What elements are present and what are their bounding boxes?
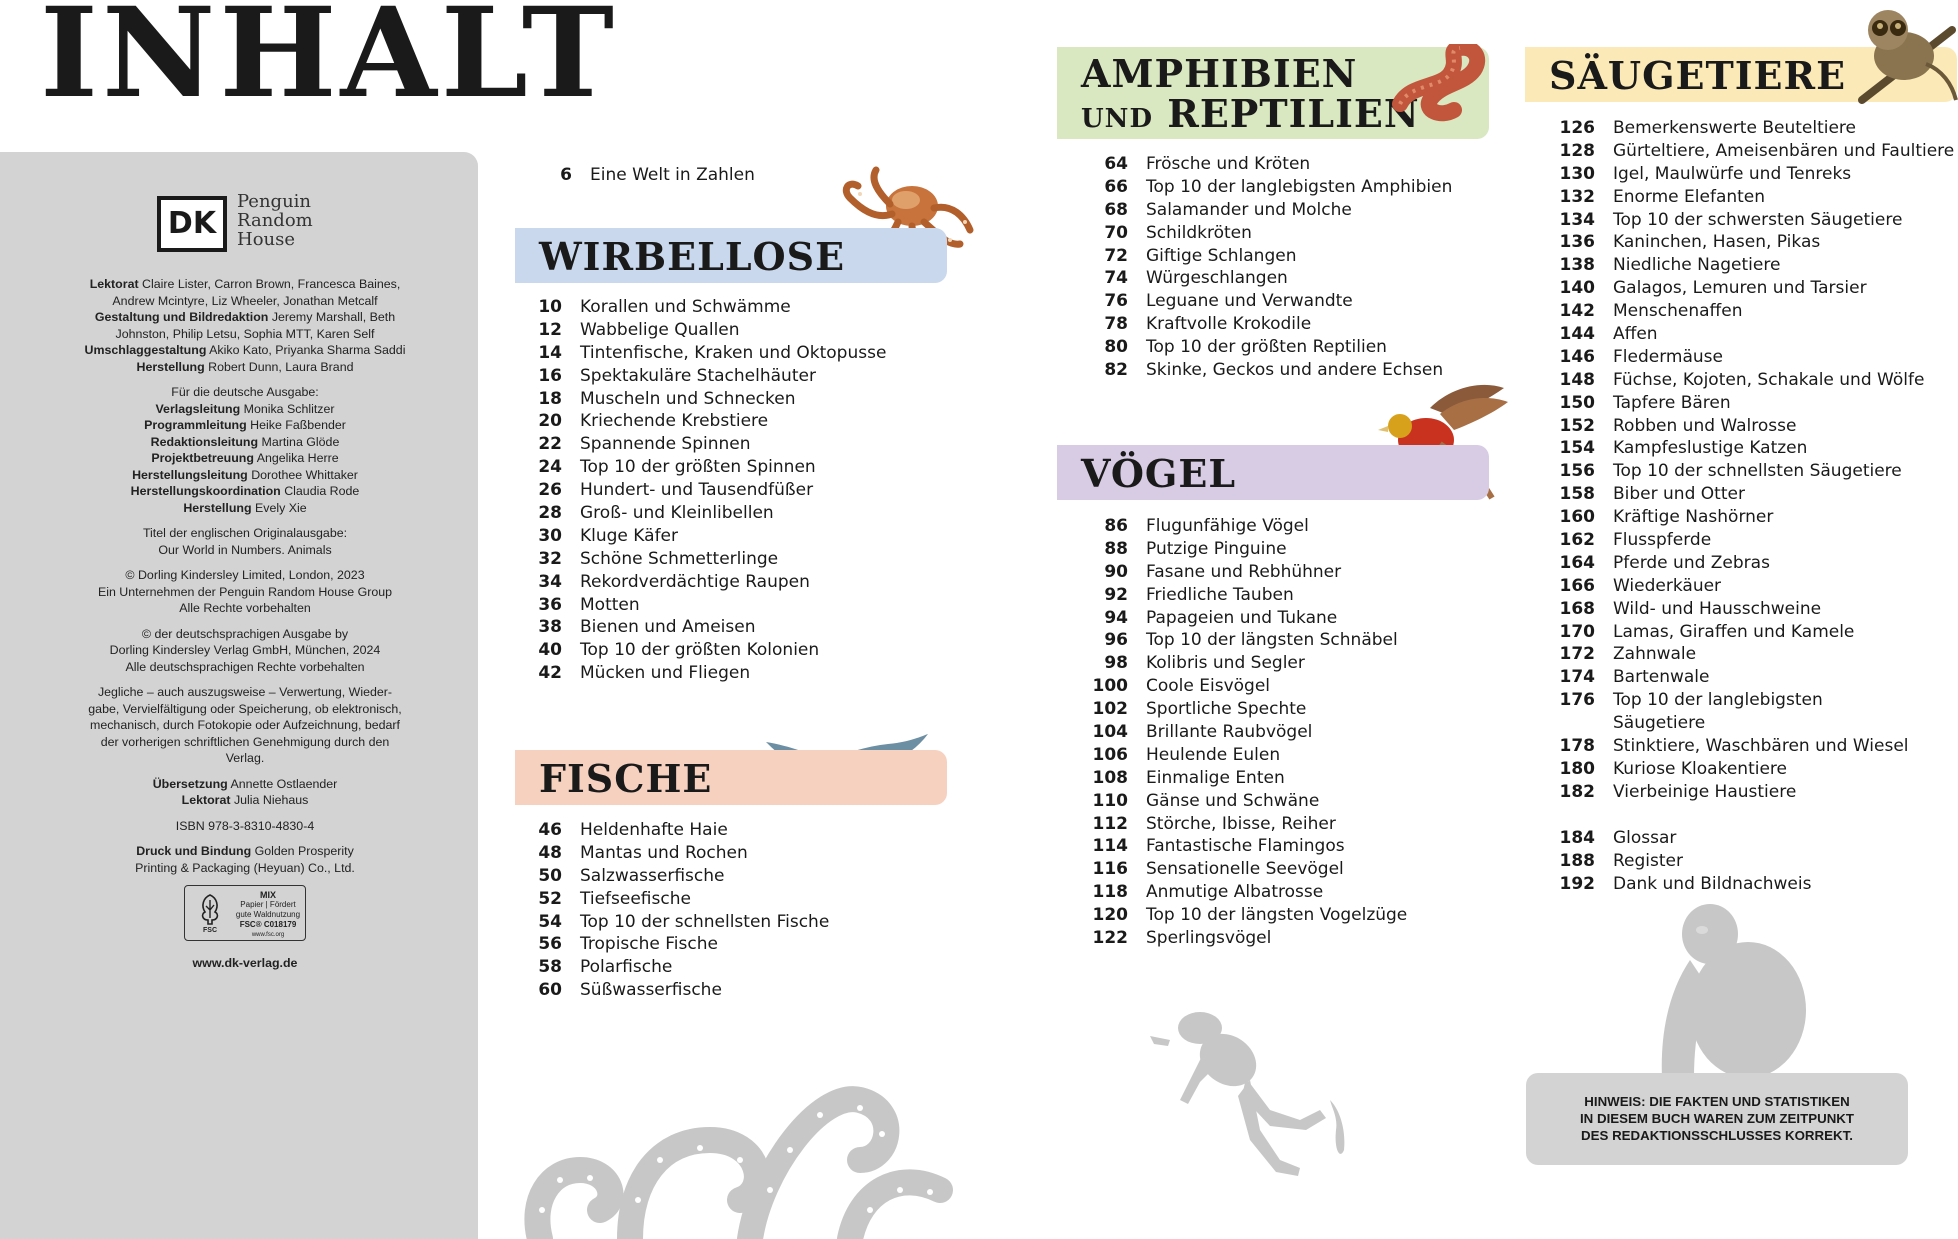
dk-logo: DK [157, 196, 227, 252]
toc-entry-title: Lamas, Giraffen und Kamele [1613, 621, 1855, 642]
toc-page-number: 70 [1104, 222, 1128, 243]
toc-entry-title: Top 10 der langlebigsten Amphibien [1146, 176, 1453, 197]
english-team-credits [80, 276, 410, 375]
toc-page-number: 144 [1559, 324, 1595, 345]
toc-entry-title: Kaninchen, Hasen, Pikas [1613, 232, 1821, 253]
toc-page-number: 28 [538, 503, 562, 524]
copyright-de: © der deutschsprachigen Ausgabe by Dorling Kindersley Verlag GmbH, München, 2024 Alle deutschsprachigen Rechte vorbehalten [109, 626, 381, 674]
toc-entry-title: Sperlingsvögel [1146, 928, 1272, 949]
toc-entry-title: Enorme Elefanten [1613, 186, 1766, 207]
toc-entry-title: Vierbeinige Haustiere [1613, 781, 1797, 802]
toc-page-number: 154 [1559, 438, 1595, 459]
toc-entry-title: Kräftige Nashörner [1613, 507, 1774, 528]
toc-page-number: 140 [1559, 278, 1595, 299]
toc-page-number: 164 [1559, 552, 1595, 573]
toc-page-number: 148 [1559, 369, 1595, 390]
toc-page-number: 90 [1104, 561, 1128, 582]
toc-entry-title: Top 10 der schnellsten Fische [580, 911, 830, 932]
toc-page-number: 126 [1559, 118, 1595, 138]
toc-page-number: 72 [1104, 245, 1128, 266]
toc-page-number: 20 [538, 411, 562, 432]
toc-entry-title: Anmutige Albatrosse [1146, 882, 1324, 903]
snake-photo [1390, 44, 1490, 124]
toc-entry-title: Register [1613, 850, 1683, 871]
toc-entry-title: Dank und Bildnachweis [1613, 873, 1812, 894]
toc-page-number: 146 [1559, 346, 1595, 367]
toc-entry-title: Fledermäuse [1613, 346, 1723, 367]
toc-page-number: 32 [538, 548, 562, 569]
toc-page-number: 30 [538, 525, 562, 546]
toc-page-number: 136 [1559, 232, 1595, 253]
toc-entry-title: Schöne Schmetterlinge [580, 548, 779, 569]
toc-page-number: 192 [1559, 873, 1595, 894]
toc-entry-title: Top 10 der langlebigsten Säugetiere [1613, 690, 1823, 734]
toc-page-number: 46 [538, 820, 562, 840]
toc-page-number: 168 [1559, 598, 1595, 619]
toc-page-number: 138 [1559, 255, 1595, 276]
toc-page-number: 52 [538, 888, 562, 909]
toc-entry-title: Top 10 der schnellsten Säugetiere [1613, 461, 1902, 482]
toc-entry-title: Polarfische [580, 957, 673, 978]
toc-entry-title: Biber und Otter [1613, 484, 1745, 505]
fsc-tree-icon [193, 892, 227, 934]
toc-page-number: 172 [1559, 644, 1595, 665]
toc-page-number: 22 [538, 434, 562, 455]
toc-page-number: 160 [1559, 507, 1595, 528]
original-title: Titel der englischen Originalausgabe: Our World in Numbers. Animals [142, 526, 348, 557]
toc-page-number: 106 [1092, 744, 1128, 765]
toc-entry-title: Kampfeslustige Katzen [1613, 438, 1808, 459]
fsc-text: MIX Papier | Fördert gute Waldnutzung FSC® C018179 www.fsc.org [235, 890, 301, 938]
credit-line: Herstellungsleitung Dorothee Whittaker [132, 467, 358, 482]
toc-entry-title: Kluge Käfer [580, 525, 678, 546]
toc-entry-title: Wabbelige Quallen [580, 319, 740, 340]
toc-entry-title: Störche, Ibisse, Reiher [1146, 813, 1336, 834]
toc-page-number: 120 [1092, 905, 1128, 926]
section-banner-wirbellose [515, 228, 947, 283]
section-banner-fische [515, 750, 947, 805]
toc-page-number: 58 [538, 957, 562, 978]
toc-page-number: 82 [1104, 360, 1128, 381]
printing-credits: Druck und Bindung Golden Prosperity Printing & Packaging (Heyuan) Co., Ltd. [135, 844, 355, 875]
toc-page-number: 108 [1092, 767, 1128, 788]
toc-page-number: 150 [1559, 392, 1595, 413]
toc-page-number: 26 [538, 480, 562, 501]
toc-page-number: 14 [538, 342, 562, 363]
toc-entry-title: Gürteltiere, Ameisenbären und Faultiere [1613, 140, 1955, 161]
section-title: SÄUGETIERE [1549, 53, 1847, 98]
toc-page-number: 38 [538, 617, 562, 638]
toc-entry-title: Menschenaffen [1613, 301, 1743, 322]
toc-page-number: 94 [1104, 607, 1128, 628]
toc-entry-title: Top 10 der größten Kolonien [580, 640, 820, 661]
toc-entry-title: Heldenhafte Haie [580, 820, 728, 840]
toc-entry-title: Spektakuläre Stachelhäuter [580, 365, 816, 386]
toc-page-number: 78 [1104, 314, 1128, 335]
toc-entry-title: Tropische Fische [580, 934, 718, 955]
toc-page-number: 152 [1559, 415, 1595, 436]
toc-page-number: 100 [1092, 676, 1128, 697]
toc-entry-title: Tiefseefische [580, 888, 691, 909]
toc-entry-title: Würgeschlangen [1146, 268, 1288, 289]
toc-page-number: 98 [1104, 653, 1128, 674]
toc-entry-title: Kolibris und Segler [1146, 653, 1305, 674]
toc-page-number: 66 [1104, 176, 1128, 197]
toc-entry-title: Tintenfische, Kraken und Oktopusse [580, 342, 887, 363]
toc-page-number: 68 [1104, 199, 1128, 220]
section-title-line-2: UND REPTILIEN [1081, 91, 1420, 136]
credits-panel [0, 152, 478, 1239]
tarsier-photo [1842, 0, 1958, 105]
section-banner-voegel [1057, 445, 1489, 500]
toc-entry-title: Motten [580, 594, 640, 615]
toc-page-number: 34 [538, 571, 562, 592]
toc-page-number: 10 [538, 297, 562, 317]
toc-page-number: 166 [1559, 575, 1595, 596]
frog-silhouette [1150, 1000, 1380, 1180]
toc-entry-title: Tapfere Bären [1613, 392, 1731, 413]
toc-page-number: 188 [1559, 850, 1595, 871]
toc-page-number: 184 [1559, 828, 1595, 848]
toc-entry-title: Kuriose Kloakentiere [1613, 758, 1787, 779]
toc-page-number: 174 [1559, 667, 1595, 688]
toc-entry-title: Skinke, Geckos und andere Echsen [1146, 360, 1444, 381]
toc-entry-title: Bartenwale [1613, 667, 1710, 688]
toc-page-number: 54 [538, 911, 562, 932]
section-title: VÖGEL [1081, 451, 1237, 496]
toc-entry-title: Kriechende Krebstiere [580, 411, 769, 432]
translation-credits: Übersetzung Annette Ostlaender Lektorat Julia Niehaus [152, 776, 338, 807]
toc-page-number: 42 [538, 663, 562, 684]
toc-page-number: 162 [1559, 530, 1595, 551]
toc-entry-title: Groß- und Kleinlibellen [580, 503, 774, 524]
credit-line: Redaktionsleitung Martina Glöde [150, 434, 340, 449]
toc-entry-title: Süßwasserfische [580, 980, 722, 1001]
german-team-credits: Für die deutsche Ausgabe: Verlagsleitung Monika Schlitzer Programmleitung Heike Faßbender Redaktionsleitung Martina Glöde Projektbetreuung Angelika Herre Herstellungsleitung Dorothee Whittaker Herstellungskoordination Claudia Rode Herstellung Evely Xie [80, 384, 410, 516]
toc-page-number: 158 [1559, 484, 1595, 505]
toc-entry-title: Frösche und Kröten [1146, 154, 1311, 174]
toc-page-number: 64 [1104, 154, 1128, 174]
credit-line: Herstellungskoordination Claudia Rode [130, 484, 360, 498]
credit-line: Herstellung Evely Xie [183, 500, 307, 515]
toc-entry-title: Salamander und Molche [1146, 199, 1352, 220]
toc-entry-title: Fasane und Rebhühner [1146, 561, 1342, 582]
section-title: WIRBELLOSE [539, 234, 846, 279]
toc-entry-title: Putzige Pinguine [1146, 538, 1287, 559]
toc-page-number: 18 [538, 388, 562, 409]
toc-entry-title: Heulende Eulen [1146, 744, 1281, 765]
toc-entry-title: Robben und Walrosse [1613, 415, 1797, 436]
toc-entry-title: Brillante Raubvögel [1146, 722, 1313, 743]
toc-entry-title: Muscheln und Schnecken [580, 388, 796, 409]
credit-line: Lektorat Claire Lister, Carron Brown, Francesca Baines, [89, 277, 401, 291]
toc-page-number: 114 [1092, 836, 1128, 857]
toc-page-number: 80 [1104, 337, 1128, 358]
toc-page-number: 86 [1104, 516, 1128, 536]
toc-page-number: 112 [1092, 813, 1128, 834]
toc-entry-title: Leguane und Verwandte [1146, 291, 1353, 312]
toc-entry-title: Einmalige Enten [1146, 767, 1285, 788]
toc-page-number: 36 [538, 594, 562, 615]
toc-page-number: 48 [538, 842, 562, 863]
toc-page-number: 134 [1559, 209, 1595, 230]
toc-page-number: 180 [1559, 758, 1595, 779]
toc-page-number: 170 [1559, 621, 1595, 642]
toc-entry-title: Niedliche Nagetiere [1613, 255, 1781, 276]
credits-text [80, 276, 410, 972]
toc-entry-title: Flugunfähige Vögel [1146, 516, 1309, 536]
toc-entry-title: Top 10 der größten Spinnen [580, 457, 816, 478]
toc-page-number: 40 [538, 640, 562, 661]
penguin-random-house-logo: Penguin Random House [237, 191, 313, 250]
toc-page-number: 16 [538, 365, 562, 386]
toc-page-number: 74 [1104, 268, 1128, 289]
credit-line: Projektbetreuung Angelika Herre [151, 451, 339, 465]
toc-entry-title: Top 10 der längsten Schnäbel [1146, 630, 1398, 651]
toc-entry-title: Stinktiere, Waschbären und Wiesel [1613, 736, 1909, 757]
toc-entry-title: Friedliche Tauben [1146, 584, 1294, 605]
section-title: FISCHE [539, 756, 713, 801]
toc-page-number: 182 [1559, 781, 1595, 802]
page-title: INHALT [40, 0, 619, 126]
toc-page-number: 142 [1559, 301, 1595, 322]
credit-line: Verlagsleitung Monika Schlitzer [155, 401, 335, 416]
toc-entry-title: Top 10 der längsten Vogelzüge [1146, 905, 1408, 926]
toc-entry-title: Zahnwale [1613, 644, 1697, 665]
toc-entry-title: Top 10 der größten Reptilien [1146, 337, 1387, 358]
toc-entry-title: Füchse, Kojoten, Schakale und Wölfe [1613, 369, 1925, 390]
toc-page-number: 96 [1104, 630, 1128, 651]
toc-entry-title: Bienen und Ameisen [580, 617, 756, 638]
toc-entry-title: Flusspferde [1613, 530, 1712, 551]
toc-entry-title: Wiederkäuer [1613, 575, 1722, 596]
toc-page-number: 60 [538, 980, 562, 1001]
toc-page-number: 102 [1092, 699, 1128, 720]
toc-entry-title: Schildkröten [1146, 222, 1252, 243]
toc-entry-title: Rekordverdächtige Raupen [580, 571, 810, 592]
toc-entry-title: Mantas und Rochen [580, 842, 748, 863]
toc-page-number: 156 [1559, 461, 1595, 482]
toc-entry-title: Korallen und Schwämme [580, 297, 791, 317]
toc-page-number: 116 [1092, 859, 1128, 880]
toc-entry-title: Spannende Spinnen [580, 434, 751, 455]
ape-silhouette [1640, 900, 1810, 1078]
toc-entry-title: Bemerkenswerte Beuteltiere [1613, 118, 1857, 138]
toc-page-number: 130 [1559, 163, 1595, 184]
rights-notice: Jegliche – auch auszugsweise – Verwertung, Wieder- gabe, Vervielfältigung oder Speicherung, ob elektronisch, mechanisch, durch Fotokopie oder Aufzeichnung, bedarf der vorherigen schriftlichen Genehmigung durch den Verlag. [88, 685, 402, 765]
publisher-logo [157, 191, 337, 252]
svg-text:FSC: FSC [203, 927, 217, 934]
toc-entry-title: Fantastische Flamingos [1146, 836, 1345, 857]
toc-page-number: 12 [538, 319, 562, 340]
toc-page-number: 110 [1092, 790, 1128, 811]
toc-page-number: 128 [1559, 140, 1595, 161]
toc-entry-title: Hundert- und Tausendfüßer [580, 480, 814, 501]
credit-line: Umschlaggestaltung Akiko Kato, Priyanka Sharma Saddi [84, 343, 406, 357]
toc-page-number: 122 [1092, 928, 1128, 949]
toc-entry-title: Affen [1613, 324, 1658, 345]
toc-page-number: 76 [1104, 291, 1128, 312]
toc-entry-title: Coole Eisvögel [1146, 676, 1271, 697]
credit-line: Herstellung Robert Dunn, Laura Brand [136, 359, 354, 374]
toc-page-number: 92 [1104, 584, 1128, 605]
website-link[interactable]: www.dk-verlag.de [192, 956, 298, 970]
octopus-tentacles-silhouette [520, 1060, 960, 1239]
toc-entry-title: Glossar [1613, 828, 1677, 848]
toc-page-number: 24 [538, 457, 562, 478]
credit-line: Programmleitung Heike Faßbender [144, 418, 346, 432]
toc-entry-title: Pferde und Zebras [1613, 552, 1770, 573]
toc-entry-title: Igel, Maulwürfe und Tenreks [1613, 163, 1852, 184]
toc-page-number: 178 [1559, 736, 1595, 757]
toc-entry-title: Mücken und Fliegen [580, 663, 751, 684]
toc-entry-title: Sensationelle Seevögel [1146, 859, 1344, 880]
credit-line: Johnston, Philip Letsu, Sophia MTT, Karen Self [115, 326, 375, 341]
toc-entry-title: Sportliche Spechte [1146, 699, 1307, 720]
toc-page-number: 88 [1104, 538, 1128, 559]
copyright-uk: © Dorling Kindersley Limited, London, 2023 Ein Unternehmen der Penguin Random House Group Alle Rechte vorbehalten [97, 568, 393, 615]
toc-page-number: 104 [1092, 722, 1128, 743]
credit-line: Andrew Mcintyre, Liz Wheeler, Jonathan Metcalf [112, 293, 378, 308]
toc-page-number: 118 [1092, 882, 1128, 903]
toc-entry-title: Salzwasserfische [580, 865, 725, 886]
toc-page-number: 132 [1559, 186, 1595, 207]
toc-entry-title: Top 10 der schwersten Säugetiere [1613, 209, 1903, 230]
toc-entry-title: Giftige Schlangen [1146, 245, 1297, 266]
toc-page-number: 50 [538, 865, 562, 886]
toc-entry-title: Kraftvolle Krokodile [1146, 314, 1312, 335]
disclaimer-note: HINWEIS: DIE FAKTEN UND STATISTIKEN IN DIESEM BUCH WAREN ZUM ZEITPUNKT DES REDAKTIONSSCHLUSSES KORREKT. [1526, 1073, 1908, 1165]
fsc-badge [184, 885, 306, 941]
toc-entry-title: Papageien und Tukane [1146, 607, 1338, 628]
toc-entry-title: Wild- und Hausschweine [1613, 598, 1822, 619]
toc-entry-title: Gänse und Schwäne [1146, 790, 1320, 811]
toc-page-number: 56 [538, 934, 562, 955]
toc-entry-title: Galagos, Lemuren und Tarsier [1613, 278, 1867, 299]
toc-page-number: 176 [1559, 690, 1595, 711]
isbn: ISBN 978-3-8310-4830-4 [175, 818, 315, 833]
section-title-line-1: AMPHIBIEN [1081, 51, 1358, 96]
credit-line: Gestaltung und Bildredaktion Jeremy Marshall, Beth [94, 310, 396, 324]
